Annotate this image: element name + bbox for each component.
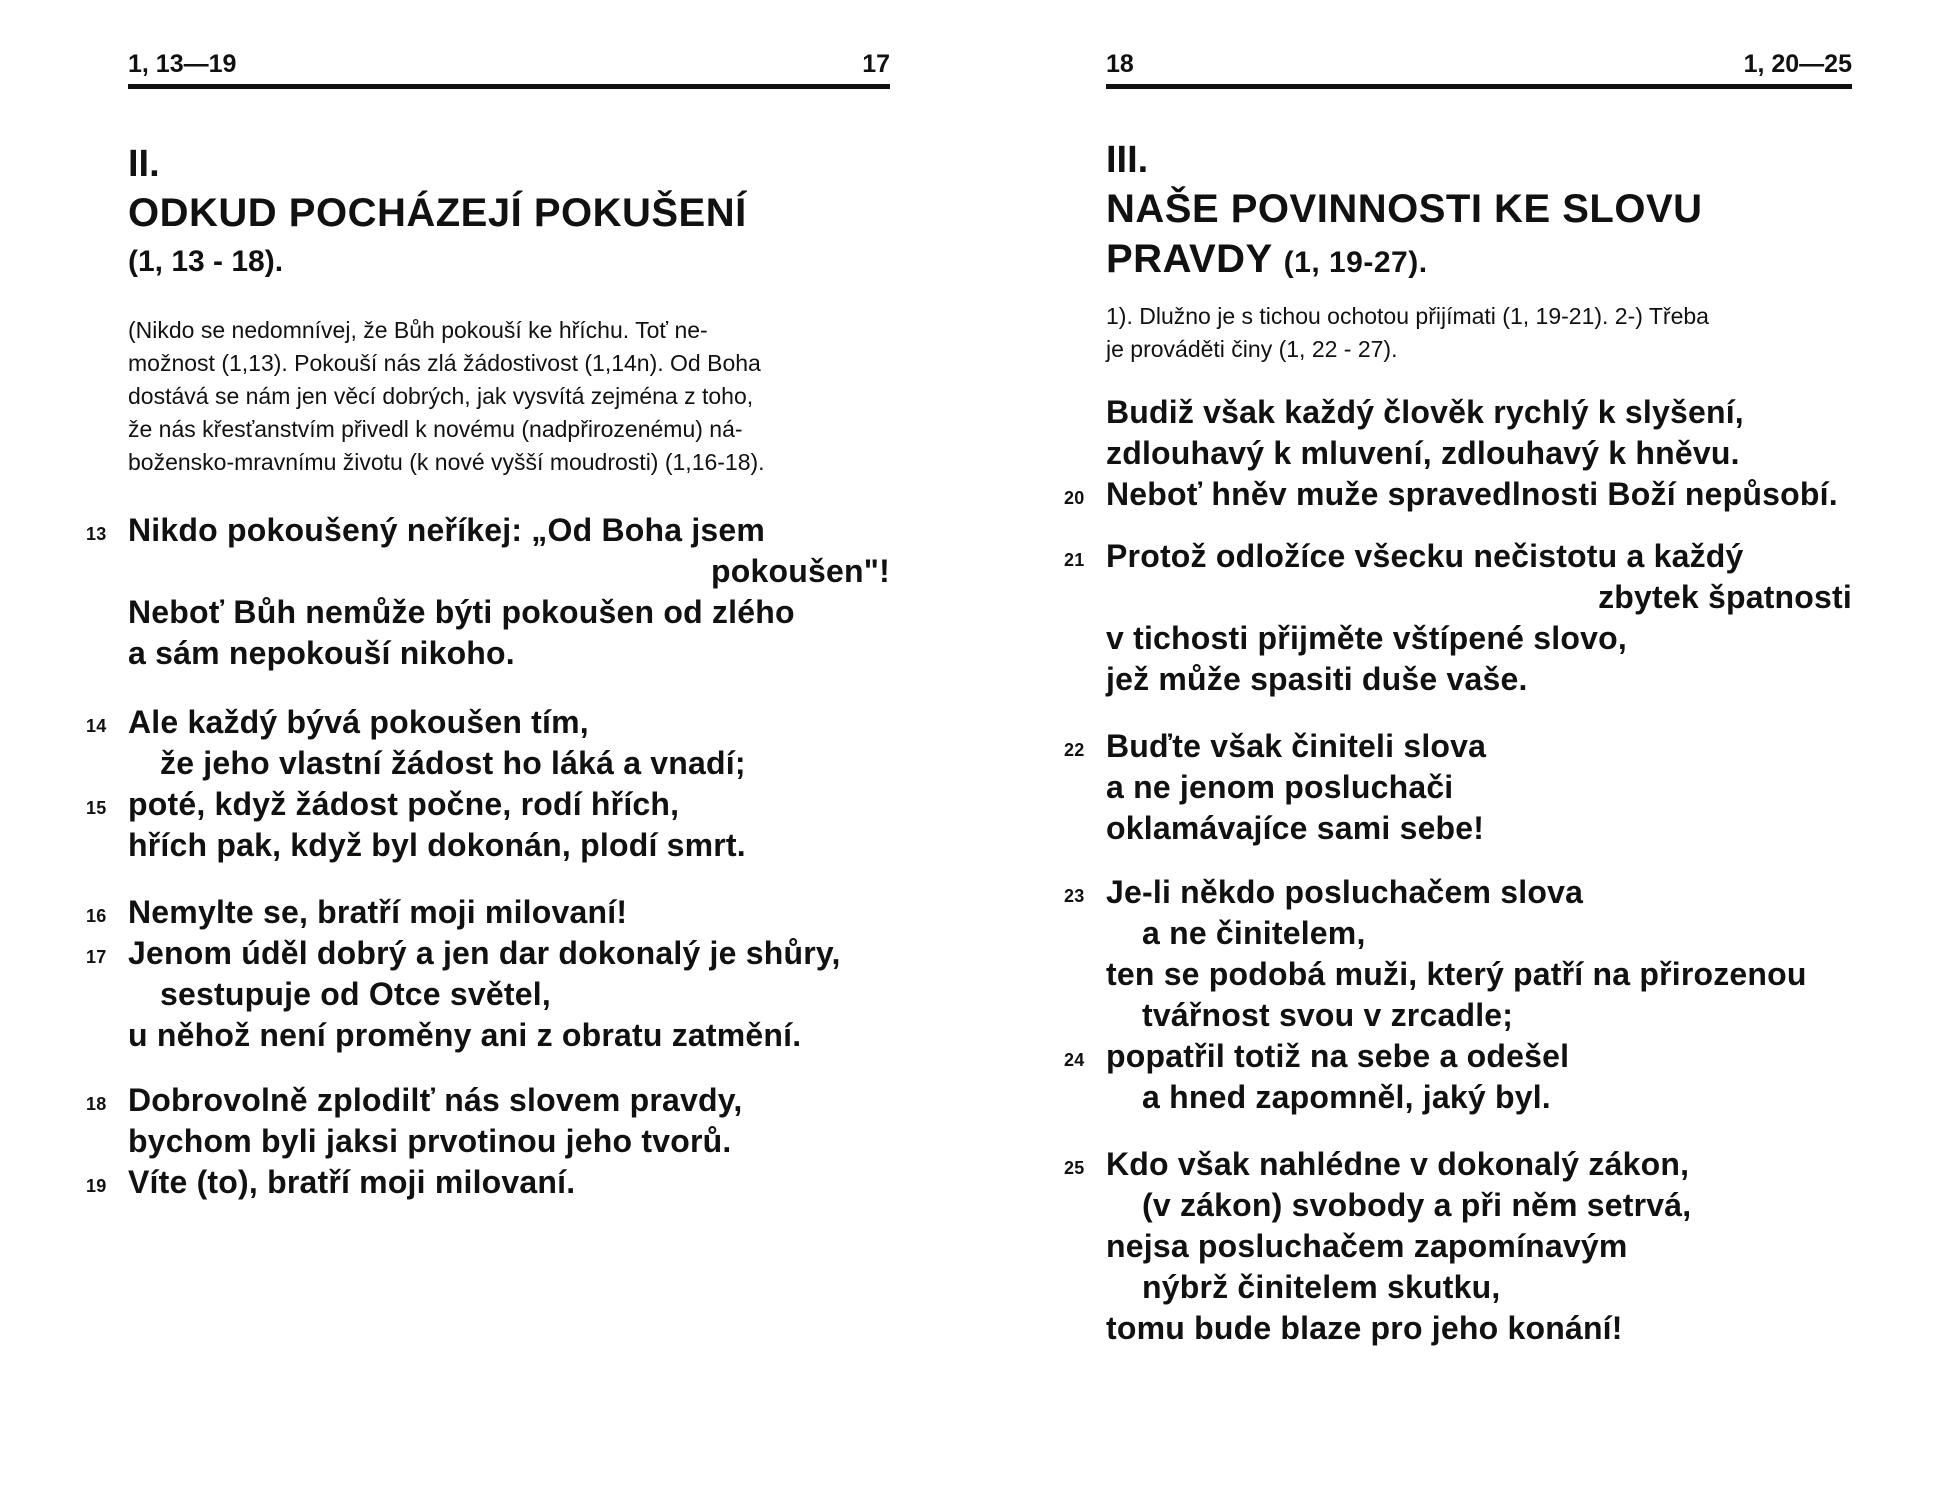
verse-line: Víte (to), bratří moji milovaní. <box>128 1164 576 1200</box>
verse-number: 17 <box>86 947 107 967</box>
verse-14-15 <box>86 702 890 866</box>
verse-line: nejsa posluchačem zapomínavým <box>1106 1228 1628 1264</box>
chapter-number: II. <box>128 143 160 185</box>
chapter-summary <box>128 314 890 479</box>
verse-range: 1, 20—25 <box>1743 50 1852 78</box>
verse-line: a ne činitelem, <box>1142 915 1366 951</box>
verse-line: poté, když žádost počne, rodí hřích, <box>128 786 680 822</box>
verse-line: popatřil totiž na sebe a odešel <box>1106 1038 1570 1074</box>
page-number: 17 <box>862 50 890 78</box>
verse-line: zdlouhavý k mluvení, zdlouhavý k hněvu. <box>1106 435 1740 471</box>
verse-line: bychom byli jaksi prvotinou jeho tvorů. <box>128 1123 732 1159</box>
chapter-summary <box>1106 300 1852 366</box>
chapter-title: PRAVDY <box>1106 237 1273 281</box>
verse-line: Ale každý bývá pokoušen tím, <box>128 704 589 740</box>
chapter-reference: (1, 13 - 18). <box>128 245 284 278</box>
verse-line: a hned zapomněl, jaký byl. <box>1142 1079 1551 1115</box>
verse-18-19 <box>86 1080 890 1203</box>
verse-25 <box>1064 1144 1852 1349</box>
verse-13 <box>86 510 890 674</box>
verse-line: v tichosti přijměte vštípené slovo, <box>1106 620 1627 656</box>
chapter-number: III. <box>1106 139 1149 181</box>
chapter-title: ODKUD POCHÁZEJÍ POKUŠENÍ <box>128 191 747 235</box>
summary-line: je prováděti činy (1, 22 - 27). <box>1106 336 1398 362</box>
verse-line: Budiž však každý člověk rychlý k slyšení, <box>1106 394 1744 430</box>
running-head <box>1106 50 1852 89</box>
verse-line: jež může spasiti duše vaše. <box>1106 661 1528 697</box>
verse-line: zbytek špatnosti <box>1598 579 1852 615</box>
verse-number: 19 <box>86 1176 107 1196</box>
left-page <box>86 0 890 1500</box>
summary-line: 1). Dlužno je s tichou ochotou přijímati (1, 19-21). 2-) Třeba <box>1106 303 1709 329</box>
summary-line: možnost (1,13). Pokouší nás zlá žádostivost (1,14n). Od Boha <box>128 350 761 376</box>
verse-line: Jenom úděl dobrý a jen dar dokonalý je shůry, <box>128 935 841 971</box>
verse-line: Neboť hněv muže spravedlnosti Boží nepůsobí. <box>1106 476 1838 512</box>
verse-21 <box>1064 536 1852 700</box>
verse-line: Protož odložíce všecku nečistotu a každý <box>1106 538 1744 574</box>
verse-line: a ne jenom posluchači <box>1106 769 1454 805</box>
page-number: 18 <box>1106 50 1134 78</box>
verse-line: Buďte však činiteli slova <box>1106 728 1487 764</box>
verse-line: (v zákon) svobody a při něm setrvá, <box>1142 1187 1692 1223</box>
chapter-reference: (1, 19-27). <box>1283 246 1428 279</box>
verse-19-20 <box>1064 392 1852 515</box>
verse-line: hřích pak, když byl dokonán, plodí smrt. <box>128 827 746 863</box>
verse-line: Kdo však nahlédne v dokonalý zákon, <box>1106 1146 1690 1182</box>
verse-line: oklamávajíce sami sebe! <box>1106 810 1485 846</box>
summary-line: že nás křesťanstvím přivedl k novému (nadpřirozenému) ná- <box>128 416 743 442</box>
verse-number: 18 <box>86 1094 107 1114</box>
verse-number: 14 <box>86 716 107 736</box>
verse-line: nýbrž činitelem skutku, <box>1142 1269 1501 1305</box>
verse-number: 15 <box>86 798 107 818</box>
chapter-heading <box>128 140 747 286</box>
verse-line: pokoušen"! <box>711 553 890 589</box>
verse-line: tvářnost svou v zrcadle; <box>1142 997 1514 1033</box>
verse-line: u něhož není proměny ani z obratu zatmění. <box>128 1017 802 1053</box>
summary-line: dostává se nám jen věcí dobrých, jak vysvítá zejména z toho, <box>128 383 754 409</box>
summary-line: božensko-mravnímu životu (k nové vyšší moudrosti) (1,16-18). <box>128 449 765 475</box>
chapter-heading <box>1106 136 1703 287</box>
verse-line: ten se podobá muži, který patří na přirozenou <box>1106 956 1807 992</box>
verse-line: Je-li někdo posluchačem slova <box>1106 874 1584 910</box>
verse-number: 22 <box>1064 740 1085 760</box>
summary-line: (Nikdo se nedomnívej, že Bůh pokouší ke hříchu. Toť ne- <box>128 317 708 343</box>
verse-number: 24 <box>1064 1050 1085 1070</box>
verse-line: tomu bude blaze pro jeho konání! <box>1106 1310 1623 1346</box>
verse-range: 1, 13—19 <box>128 50 237 78</box>
verse-number: 16 <box>86 906 107 926</box>
verse-22 <box>1064 726 1852 849</box>
verse-line: Neboť Bůh nemůže býti pokoušen od zlého <box>128 594 795 630</box>
running-head <box>128 50 890 89</box>
verse-16-17 <box>86 892 890 1056</box>
verse-number: 13 <box>86 524 107 544</box>
verse-line: sestupuje od Otce světel, <box>160 976 551 1012</box>
verse-line: Nikdo pokoušený neříkej: „Od Boha jsem <box>128 512 766 548</box>
verse-number: 20 <box>1064 488 1085 508</box>
verse-number: 21 <box>1064 550 1085 570</box>
chapter-title: NAŠE POVINNOSTI KE SLOVU <box>1106 187 1703 231</box>
verse-line: Nemylte se, bratří moji milovaní! <box>128 894 628 930</box>
verse-line: Dobrovolně zplodilť nás slovem pravdy, <box>128 1082 743 1118</box>
verse-line: a sám nepokouší nikoho. <box>128 635 515 671</box>
verse-line: že jeho vlastní žádost ho láká a vnadí; <box>160 745 746 781</box>
verse-23-24 <box>1064 872 1852 1118</box>
right-page <box>1064 0 1852 1500</box>
verse-number: 25 <box>1064 1158 1085 1178</box>
verse-number: 23 <box>1064 886 1085 906</box>
